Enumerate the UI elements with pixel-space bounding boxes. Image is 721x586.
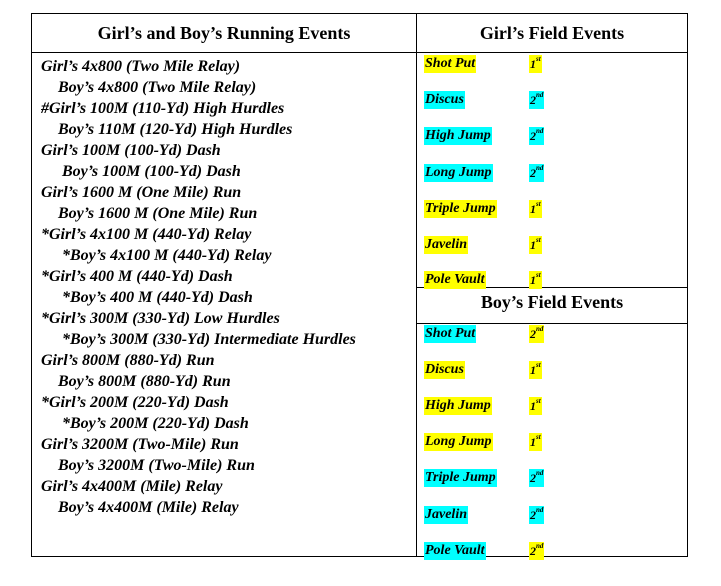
field-event-place: 1st <box>530 271 541 287</box>
field-event-place: 1st <box>530 433 541 449</box>
running-event-item: *Boy’s 300M (330-Yd) Intermediate Hurdles <box>62 331 356 348</box>
field-event-name: High Jump <box>425 398 491 413</box>
field-event-name: Triple Jump <box>425 201 496 216</box>
girls-field-events-header: Girl’s Field Events <box>479 23 625 43</box>
field-event-place: 1st <box>530 236 541 252</box>
field-event-name: Javelin <box>425 507 467 522</box>
field-event-place: 2nd <box>530 164 544 180</box>
running-event-item: Boy’s 110M (120-Yd) High Hurdles <box>58 121 293 138</box>
running-event-item: *Girl’s 4x100 M (440-Yd) Relay <box>41 226 252 243</box>
field-event-place: 2nd <box>530 469 544 485</box>
field-event-name: High Jump <box>425 128 491 143</box>
running-event-item: Girl’s 3200M (Two-Mile) Run <box>41 436 239 453</box>
running-event-item: Boy’s 800M (880-Yd) Run <box>58 373 231 390</box>
running-event-item: *Girl’s 300M (330-Yd) Low Hurdles <box>41 310 280 327</box>
running-event-item: Boy’s 4x800 (Two Mile Relay) <box>58 79 257 96</box>
field-event-place: 2nd <box>530 127 544 143</box>
column-divider <box>416 13 417 557</box>
running-event-item: #Girl’s 100M (110-Yd) High Hurdles <box>41 100 285 117</box>
running-event-item: Girl’s 4x800 (Two Mile Relay) <box>41 58 241 75</box>
boys-field-events-header: Boy’s Field Events <box>480 292 624 312</box>
running-event-item: Girl’s 100M (100-Yd) Dash <box>41 142 221 159</box>
running-event-item: Girl’s 800M (880-Yd) Run <box>41 352 215 369</box>
running-event-item: Boy’s 1600 M (One Mile) Run <box>58 205 258 222</box>
field-event-place: 2nd <box>530 91 544 107</box>
field-event-name: Pole Vault <box>425 543 485 558</box>
header-divider <box>31 52 688 53</box>
field-event-place: 1st <box>530 55 541 71</box>
field-event-place: 2nd <box>530 506 544 522</box>
field-event-place: 1st <box>530 200 541 216</box>
field-event-name: Long Jump <box>425 434 492 449</box>
field-event-place: 2nd <box>530 325 544 341</box>
running-events-header: Girl’s and Boy’s Running Events <box>97 23 351 43</box>
running-event-item: Girl’s 1600 M (One Mile) Run <box>41 184 242 201</box>
field-event-name: Shot Put <box>425 326 476 341</box>
running-event-item: Boy’s 3200M (Two-Mile) Run <box>58 457 255 474</box>
field-event-name: Discus <box>425 92 464 107</box>
field-event-place: 2nd <box>530 542 544 558</box>
field-event-name: Discus <box>425 362 464 377</box>
running-event-item: *Boy’s 4x100 M (440-Yd) Relay <box>62 247 272 264</box>
field-event-place: 1st <box>530 361 541 377</box>
running-event-item: *Boy’s 200M (220-Yd) Dash <box>62 415 249 432</box>
field-event-place: 1st <box>530 397 541 413</box>
boys-header-bottom-divider <box>416 323 688 324</box>
field-event-name: Shot Put <box>425 56 476 71</box>
running-event-item: Girl’s 4x400M (Mile) Relay <box>41 478 223 495</box>
field-event-name: Long Jump <box>425 165 492 180</box>
field-event-name: Javelin <box>425 237 467 252</box>
field-event-name: Pole Vault <box>425 272 485 287</box>
running-event-item: *Girl’s 400 M (440-Yd) Dash <box>41 268 233 285</box>
running-event-item: *Girl’s 200M (220-Yd) Dash <box>41 394 229 411</box>
field-event-name: Triple Jump <box>425 470 496 485</box>
running-event-item: *Boy’s 400 M (440-Yd) Dash <box>62 289 253 306</box>
running-event-item: Boy’s 4x400M (Mile) Relay <box>58 499 239 516</box>
running-event-item: Boy’s 100M (100-Yd) Dash <box>62 163 241 180</box>
